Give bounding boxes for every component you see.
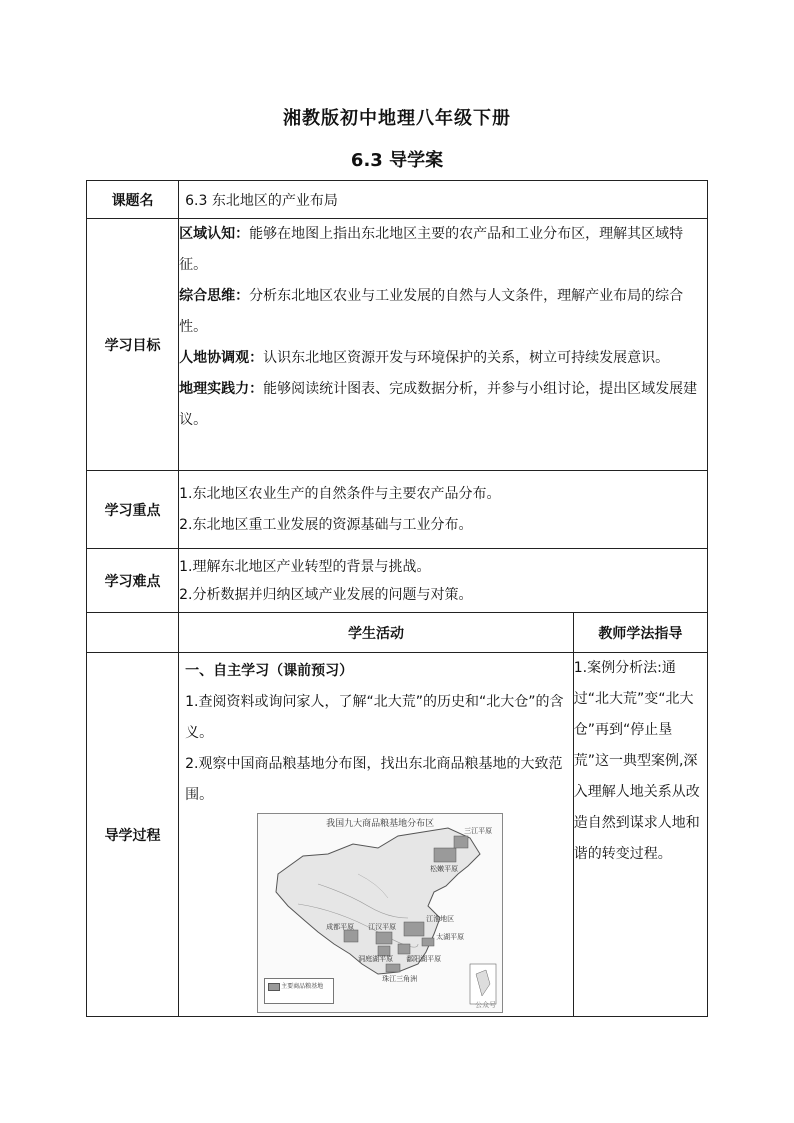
teacher-guide-text: 1.案例分析法:通过“北大荒”变“北大仓”再到“停止垦荒”这一典型案例,深入理解人地关系从改造自然到谋求人地和谐的转变过程。 xyxy=(573,660,700,862)
document-title: 湘教版初中地理八年级下册 xyxy=(283,108,511,129)
row-difficulties xyxy=(87,549,708,613)
row-goals xyxy=(87,219,708,471)
map-label: 三江平原 xyxy=(464,827,493,835)
key-label: 学习重点 xyxy=(87,471,179,549)
key-item: 1.东北地区农业生产的自然条件与主要农产品分布。 xyxy=(179,485,501,502)
difficult-item: 1.理解东北地区产业转型的背景与挑战。 xyxy=(179,558,431,575)
row-key-points xyxy=(87,471,708,549)
difficult-content xyxy=(179,549,708,613)
row-process xyxy=(87,653,708,1017)
goal-item: 地理实践力：能够阅读统计图表、完成数据分析，并参与小组讨论，提出区域发展建议。 xyxy=(179,381,698,428)
map-label: 珠江三角洲 xyxy=(382,975,418,983)
study-guide-table xyxy=(86,180,708,1017)
map-title: 我国九大商品粮基地分布区 xyxy=(326,819,435,829)
map-label: 太湖平原 xyxy=(436,933,465,941)
map-watermark: 公众号 xyxy=(475,1001,497,1009)
map-label: 松嫩平原 xyxy=(430,865,459,873)
student-activity-cell xyxy=(179,653,574,1017)
section-heading: 一、自主学习（课前预习） xyxy=(185,663,354,679)
map-label: 洞庭湖平原 xyxy=(358,955,394,963)
header-empty-cell xyxy=(87,613,179,653)
legend-swatch xyxy=(268,983,280,991)
goal-item: 综合思维：分析东北地区农业与工业发展的自然与人文条件，理解产业布局的综合性。 xyxy=(179,288,684,335)
map-legend xyxy=(264,978,334,1004)
activity-item: 2.观察中国商品粮基地分布图，找出东北商品粮基地的大致范围。 xyxy=(185,756,563,803)
document-subtitle: 6.3 导学案 xyxy=(350,150,444,171)
key-content xyxy=(179,471,708,549)
header-teacher-guide: 教师学法指导 xyxy=(573,613,707,653)
map-label: 江淮地区 xyxy=(426,915,455,923)
goals-label: 学习目标 xyxy=(87,219,179,471)
difficult-item: 2.分析数据并归纳区域产业发展的问题与对策。 xyxy=(179,586,473,603)
row-header xyxy=(87,613,708,653)
topic-label: 课题名 xyxy=(87,181,179,219)
activity-item: 1.查阅资料或询问家人，了解“北大荒”的历史和“北大仓”的含义。 xyxy=(185,694,564,741)
grain-base-map xyxy=(257,813,503,1013)
map-label: 成都平原 xyxy=(326,923,355,931)
header-student-activity: 学生活动 xyxy=(179,613,574,653)
legend-text: 主要商品粮基地 xyxy=(281,983,324,990)
process-label: 导学过程 xyxy=(87,653,179,1017)
map-label: 鄱阳湖平原 xyxy=(406,955,442,963)
goal-item: 区域认知：能够在地图上指出东北地区主要的农产品和工业分布区，理解其区域特征。 xyxy=(179,226,684,273)
row-topic xyxy=(87,181,708,219)
teacher-guide-cell xyxy=(573,653,707,1017)
difficult-label: 学习难点 xyxy=(87,549,179,613)
goals-content xyxy=(179,219,708,471)
goal-item: 人地协调观：认识东北地区资源开发与环境保护的关系，树立可持续发展意识。 xyxy=(179,350,670,366)
topic-value: 6.3 东北地区的产业布局 xyxy=(179,181,708,219)
map-label: 江汉平原 xyxy=(368,923,397,931)
key-item: 2.东北地区重工业发展的资源基础与工业分布。 xyxy=(179,516,473,533)
